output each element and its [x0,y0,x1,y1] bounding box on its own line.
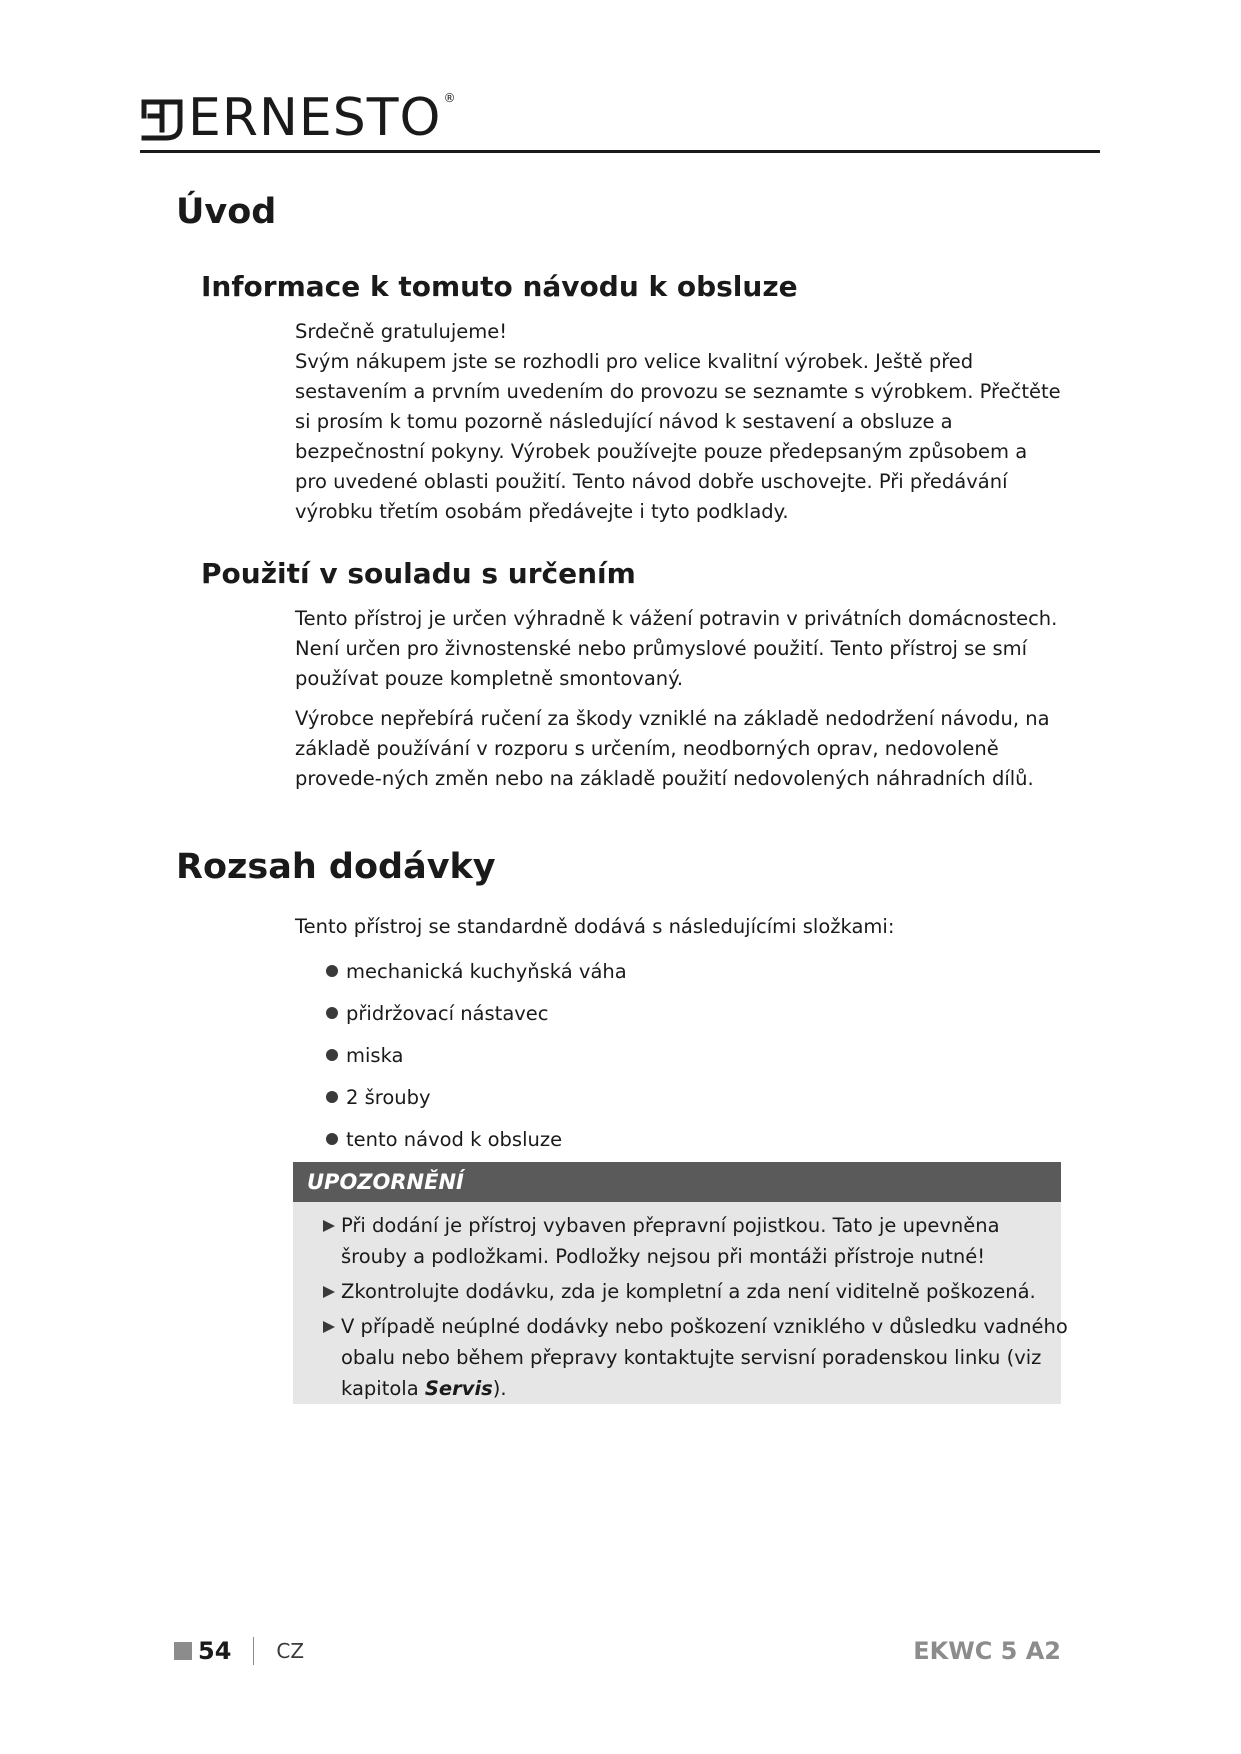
ernesto-logo-icon [140,94,184,142]
info-paragraph: Svým nákupem jste se rozhodli pro velice kvalitní výrobek. Ještě před sestavením a prvním uvedením do provozu se seznamte s výrobkem. Přečtěte si prosím k tomu pozorně následující návod k sestavení a obsluze a bezpečnostní pokyny. Výrobek používejte pouze předepsaným způsobem a pro uvedené oblasti použití. Tento návod dobře uschovejte. Při předávání výrobku třetím osobám předávejte i tyto podklady. [295,350,1061,523]
arrow-right-icon [323,1321,335,1333]
list-item: tento návod k obsluze [326,1118,627,1160]
subsection-title-info: Informace k tomuto návodu k obsluze [201,270,798,303]
page-number: 54 [198,1637,232,1665]
brand-name: ERNESTO [188,88,442,148]
use-paragraph: Tento přístroj je určen výhradně k vážení potravin v privátních domácnostech. Není určen pro živnostenské nebo průmyslové použití. Tento přístroj se smí používat pouze kompletně smontovaný. [295,607,1058,690]
list-item: miska [326,1034,627,1076]
notice-list [331,1210,1071,1408]
delivery-intro: Tento přístroj se standardně dodává s následujícími složkami: [295,915,895,938]
bullet-icon [326,1007,338,1019]
notice-box [293,1162,1068,1404]
list-item: přidržovací nástavec [326,992,627,1034]
header-divider [140,150,1100,153]
arrow-right-icon [323,1220,335,1232]
bullet-icon [326,965,338,977]
bullet-icon [326,1133,338,1145]
arrow-right-icon [323,1286,335,1298]
subsection-title-use: Použití v souladu s určením [201,557,636,590]
model-number: EKWC 5 A2 [913,1637,1061,1665]
info-text-block [295,317,1065,527]
info-paragraph: Srdečně gratulujeme! [295,320,508,343]
delivery-list [326,950,627,1160]
brand-logo [140,88,455,148]
footer-divider [253,1637,254,1665]
servis-reference: Servis [424,1377,493,1400]
notice-title: UPOZORNĚNÍ [293,1162,1061,1202]
use-text-block [295,604,1065,794]
registered-mark: ® [443,91,456,105]
page-footer [174,1636,304,1666]
language-code: CZ [276,1639,305,1663]
notice-item: Zkontrolujte dodávku, zda je kompletní a zda není viditelně poškozená. [331,1276,1071,1307]
notice-item: Při dodání je přístroj vybaven přepravní pojistkou. Tato je upevněna šrouby a podložkami. Podložky nejsou při montáži přístroje nutné! [331,1210,1071,1272]
bullet-icon [326,1091,338,1103]
page-marker-icon [174,1642,192,1660]
list-item: mechanická kuchyňská váha [326,950,627,992]
list-item: 2 šrouby [326,1076,627,1118]
section-title-intro: Úvod [176,192,277,232]
use-paragraph: Výrobce nepřebírá ručení za škody vzniklé na základě nedodržení návodu, na základě používání v rozporu s určením, neodborných oprav, nedovoleně provede-ných změn nebo na základě použití nedovolených náhradních dílů. [295,707,1050,790]
section-title-delivery: Rozsah dodávky [176,847,496,887]
notice-item: V případě neúplné dodávky nebo poškození vzniklého v důsledku vadného obalu nebo během přepravy kontaktujte servisní poradenskou linku (viz kapitola Servis). [331,1311,1071,1404]
bullet-icon [326,1049,338,1061]
